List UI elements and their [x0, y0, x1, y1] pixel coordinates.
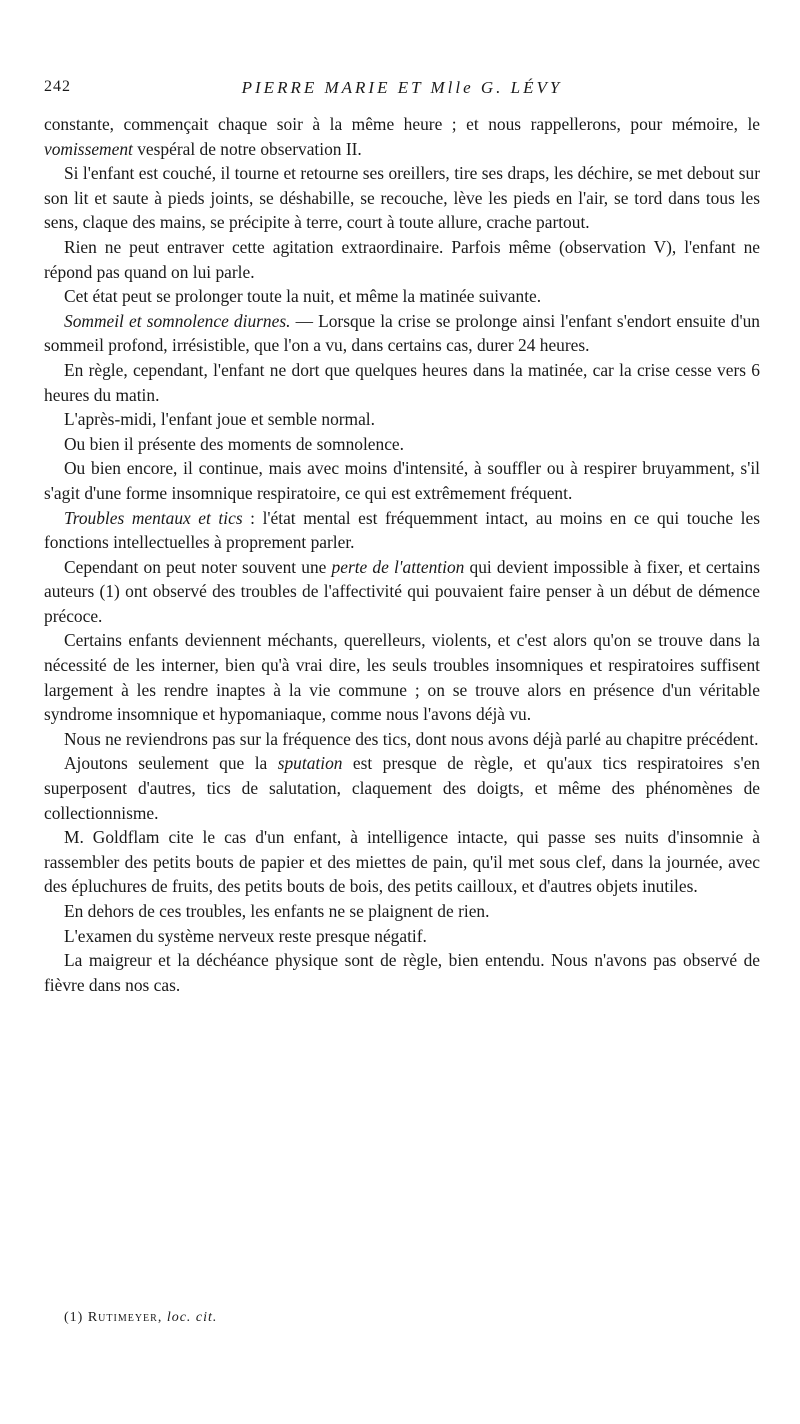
paragraph: Rien ne peut entraver cette agitation extraordinaire. Parfois même (observation V), l'enfant ne répond pas quand on lui parle. — [44, 236, 760, 282]
paragraph: Certains enfants deviennent méchants, querelleurs, violents, et c'est alors qu'on se trouve dans la nécessité de les interner, bien qu'à vrai dire, les seuls troubles insomniques et respiratoires suffisent largement à les rendre inaptes à la vie commune ; on se trouve alors en présence d'un véritable syndrome insomnique et hypomaniaque, comme nous l'avons déjà vu. — [44, 630, 760, 725]
footnote-reference: loc. cit. — [166, 1310, 218, 1325]
section-paragraph-sommeil: Sommeil et somnolence diurnes. — Lorsque la crise se prolonge ainsi l'enfant s'endort ensuite d'un sommeil profond, irrésistible, que l'on a vu, dans certains cas, durer 24 heures. — [44, 310, 760, 356]
paragraph: L'examen du système nerveux reste presque négatif. — [64, 925, 427, 946]
page-header — [44, 78, 760, 104]
body-text — [44, 112, 760, 997]
paragraph: Ou bien il présente des moments de somnolence. — [64, 433, 405, 454]
footnote-marker: (1) — [64, 1310, 84, 1325]
running-title: PIERRE MARIE ET Mlle G. LÉVY — [241, 78, 563, 97]
section-paragraph-troubles: Troubles mentaux et tics : l'état mental est fréquemment intact, au moins en ce qui touche les fonctions intellectuelles à proprement parler. — [44, 507, 760, 553]
paragraph: En dehors de ces troubles, les enfants ne se plaignent de rien. — [64, 901, 490, 921]
paragraph: L'après-midi, l'enfant joue et semble normal. — [64, 409, 375, 430]
paragraph: La maigreur et la déchéance physique sont de règle, bien entendu. Nous n'avons pas observé de fièvre dans nos cas. — [44, 950, 760, 995]
paragraph: Si l'enfant est couché, il tourne et retourne ses oreillers, tire ses draps, les déchire, se met debout sur son lit et saute à pieds joints, se déshabille, se recouche, lève les pieds en l'air, se tord dans tous les sens, claque des mains, se précipite à terre, court à toute allure, crache partout. — [44, 163, 760, 233]
paragraph: constante, commençait chaque soir à la même heure ; et nous rappellerons, pour mémoire, le vomissement vespéral de notre observation II. — [44, 114, 760, 159]
paragraph: Cependant on peut noter souvent une perte de l'attention qui devient impossible à fixer, et certains auteurs (1) ont observé des troubles de l'affectivité qui pouvaient faire penser à un début de démence précoce. — [44, 556, 760, 626]
paragraph: Cet état peut se prolonger toute la nuit, et même la matinée suivante. — [64, 286, 542, 307]
footnote: (1) Rutimeyer, loc. cit. — [64, 1310, 218, 1325]
paragraph: Ajoutons seulement que la sputation est presque de règle, et qu'aux tics respiratoires s'en superposent d'autres, tics de salutation, claquement des doigts, et même des phénomènes de collectionnisme. — [44, 753, 760, 823]
page-number: 242 — [44, 78, 71, 95]
paragraph: Nous ne reviendrons pas sur la fréquence des tics, dont nous avons déjà parlé au chapitre précédent. — [64, 728, 759, 749]
paragraph: Ou bien encore, il continue, mais avec moins d'intensité, à souffler ou à respirer bruyamment, s'il s'agit d'une forme insomnique respiratoire, ce qui est extrêmement fréquent. — [44, 458, 760, 503]
paragraph: En règle, cependant, l'enfant ne dort que quelques heures dans la matinée, car la crise cesse vers 6 heures du matin. — [44, 359, 760, 405]
paragraph: M. Goldflam cite le cas d'un enfant, à intelligence intacte, qui passe ses nuits d'insomnie à rassembler des petits bouts de papier et des miettes de pain, qu'il met sous clef, dans la journée, avec des épluchures de fruits, des petits bouts de bois, des petits cailloux, et d'autres objets inutiles. — [44, 827, 760, 897]
footnote-author: Rutimeyer — [87, 1310, 158, 1325]
